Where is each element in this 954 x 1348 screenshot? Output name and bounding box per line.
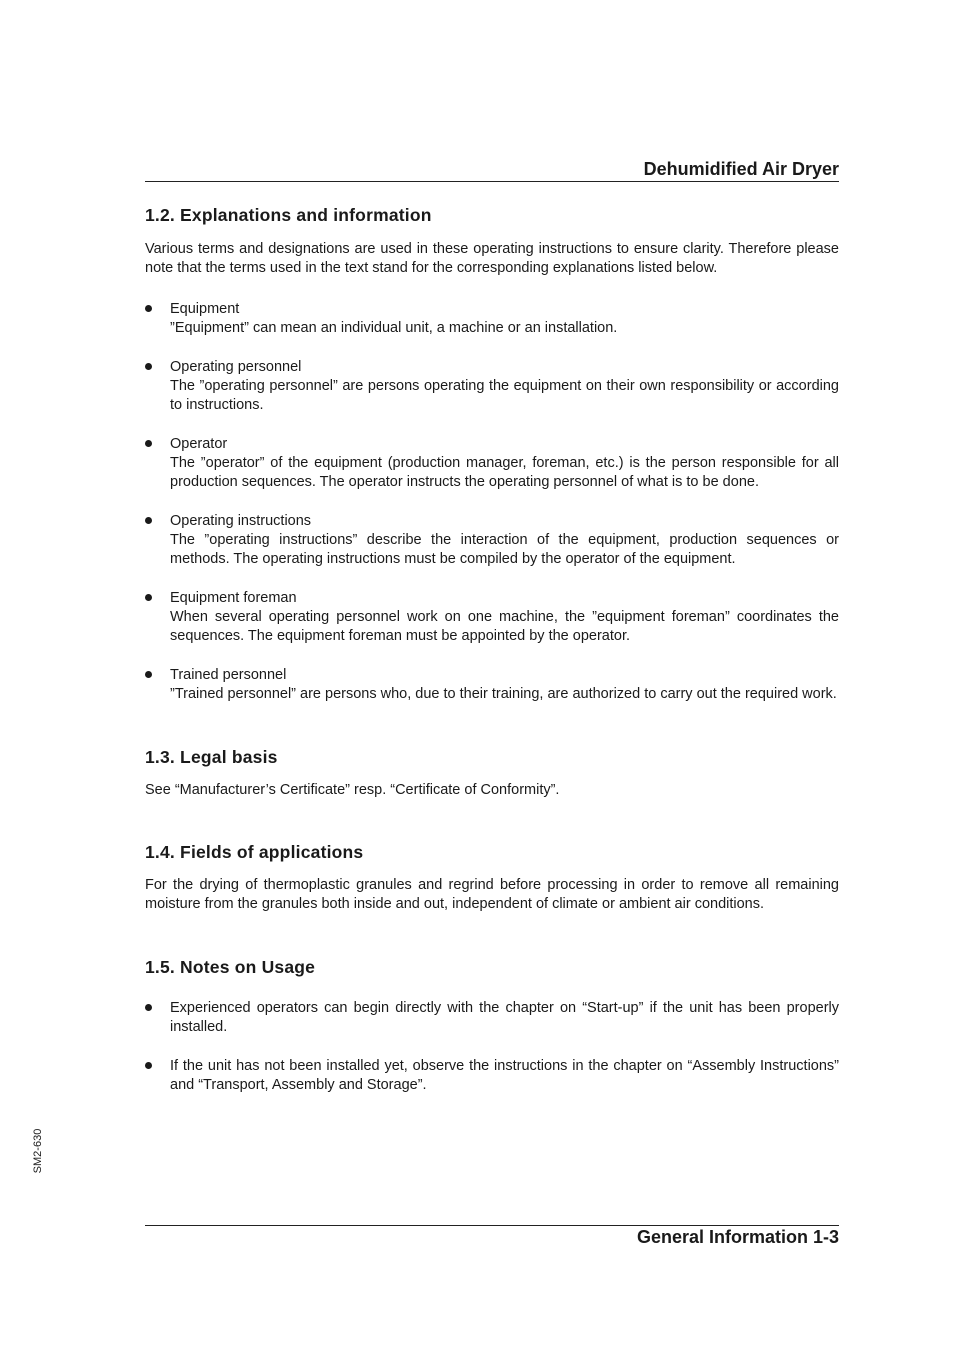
document-code: SM2-630 [32, 1128, 44, 1174]
definition-desc: ”Equipment” can mean an individual unit, a machine or an installation. [170, 320, 618, 336]
section-explanations [145, 204, 839, 704]
section-heading-fields: 1.4. Fields of applications [145, 842, 364, 862]
definition-item [145, 300, 839, 338]
page-footer-title: General Information 1-3 [636, 1227, 839, 1247]
note-item [145, 999, 839, 1037]
explanations-intro: Various terms and designations are used in these operating instructions to ensure clarity. Therefore please note that the terms used in the text stand for the corresponding explanations listed below. [145, 241, 839, 276]
section-legal-basis [145, 746, 839, 800]
definition-term: Operating personnel [170, 359, 302, 375]
definition-item [145, 666, 839, 704]
definition-desc: The ”operator” of the equipment (production manager, foreman, etc.) is the person responsible for all production sequences. The operator instructs the operating personnel of what is to be done. [170, 455, 839, 490]
page-content [145, 204, 839, 1095]
bullet-icon [145, 1062, 152, 1069]
definition-list [145, 300, 839, 704]
section-heading-legal-basis: 1.3. Legal basis [145, 747, 278, 767]
legal-basis-text: See “Manufacturer’s Certificate” resp. “Certificate of Conformity”. [145, 782, 560, 798]
definition-item [145, 589, 839, 646]
bullet-icon [145, 305, 152, 312]
bullet-icon [145, 517, 152, 524]
bullet-icon [145, 671, 152, 678]
header-rule [145, 181, 839, 182]
definition-desc: ”Trained personnel” are persons who, due to their training, are authorized to carry out the required work. [170, 686, 837, 702]
section-heading-notes: 1.5. Notes on Usage [145, 957, 316, 977]
bullet-icon [145, 1004, 152, 1011]
note-item [145, 1057, 839, 1095]
section-heading-explanations: 1.2. Explanations and information [145, 205, 432, 225]
definition-desc: When several operating personnel work on one machine, the ”equipment foreman” coordinates the sequences. The equipment foreman must be appointed by the operator. [170, 609, 839, 644]
note-text: If the unit has not been installed yet, observe the instructions in the chapter on “Assembly Instructions” and “Transport, Assembly and Storage”. [170, 1058, 839, 1093]
fields-text: For the drying of thermoplastic granules and regrind before processing in order to remove all remaining moisture from the granules both inside and out, independent of climate or ambient air conditions. [145, 877, 839, 912]
note-text: Experienced operators can begin directly with the chapter on “Start-up” if the unit has been properly installed. [170, 1000, 839, 1035]
page-header-title: Dehumidified Air Dryer [643, 159, 839, 179]
definition-term: Trained personnel [170, 667, 287, 683]
definition-item [145, 512, 839, 569]
definition-item [145, 358, 839, 415]
section-notes-on-usage [145, 956, 839, 1095]
bullet-icon [145, 440, 152, 447]
definition-term: Equipment [170, 301, 240, 317]
definition-term: Operating instructions [170, 513, 312, 529]
notes-list [145, 999, 839, 1095]
definition-term: Operator [170, 436, 228, 452]
bullet-icon [145, 363, 152, 370]
section-fields-of-applications [145, 841, 839, 914]
definition-desc: The ”operating instructions” describe the interaction of the equipment, production sequences or methods. The operating instructions must be compiled by the operator of the equipment. [170, 532, 839, 567]
definition-item [145, 435, 839, 492]
definition-desc: The ”operating personnel” are persons operating the equipment on their own responsibility or according to instructions. [170, 378, 839, 413]
definition-term: Equipment foreman [170, 590, 297, 606]
bullet-icon [145, 594, 152, 601]
